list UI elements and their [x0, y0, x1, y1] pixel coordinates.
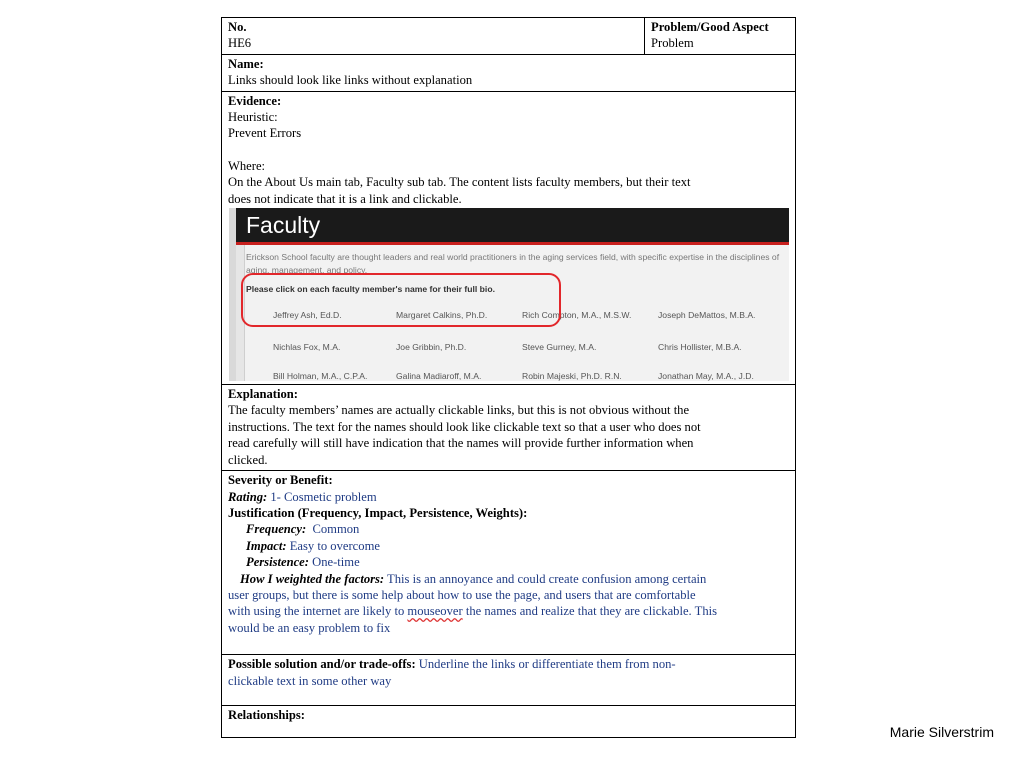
name-value: Links should look like links without explanation — [228, 73, 473, 88]
misspelled-word: mouseover — [407, 604, 463, 619]
explanation-row — [222, 385, 795, 471]
severity-row — [222, 471, 795, 655]
evidence-row — [222, 92, 795, 385]
faculty-name-link: Jonathan May, M.A., J.D. — [658, 371, 754, 382]
solution-line: clickable text in some other way — [228, 673, 392, 688]
explanation-line: The faculty members’ names are actually clickable links, but this is not obvious without the — [228, 403, 690, 418]
weight-text: This is an annoyance and could create confusion among certain — [384, 571, 707, 586]
faculty-name-link: Chris Hollister, M.B.A. — [658, 342, 742, 353]
solution-line — [228, 656, 789, 672]
name-label: Name: — [228, 56, 264, 71]
faculty-instruction: Please click on each faculty member's name for their full bio. — [246, 284, 495, 295]
severity-label: Severity or Benefit: — [228, 473, 333, 488]
impact-line — [228, 538, 789, 554]
frequency-label: Frequency: — [246, 522, 307, 537]
explanation-label: Explanation: — [228, 387, 298, 402]
number-cell — [222, 18, 645, 54]
faculty-name-link: Bill Holman, M.A., C.P.A. — [273, 371, 368, 382]
type-cell — [645, 18, 795, 54]
solution-label: Possible solution and/or trade-offs: — [228, 657, 416, 672]
faculty-name-link: Margaret Calkins, Ph.D. — [396, 310, 488, 321]
impact-value: Easy to overcome — [286, 538, 380, 553]
name-row — [222, 55, 795, 92]
faculty-name-link: Steve Gurney, M.A. — [522, 342, 597, 353]
faculty-name-link: Rich Compton, M.A., M.S.W. — [522, 310, 632, 321]
rating-line — [228, 489, 789, 505]
faculty-title-bar — [236, 208, 789, 245]
number-value: HE6 — [228, 36, 252, 51]
heuristic-value: Prevent Errors — [228, 126, 302, 141]
heuristic-evaluation-form — [221, 17, 796, 738]
solution-text: Underline the links or differentiate them from non- — [415, 657, 676, 672]
type-value: Problem — [651, 36, 694, 51]
frequency-line — [228, 521, 789, 537]
faculty-name-link: Joe Gribbin, Ph.D. — [396, 342, 467, 353]
author-caption: Marie Silverstrim — [889, 724, 994, 740]
explanation-line: read carefully will still have indication that the names will provide further information when — [228, 436, 694, 451]
faculty-name-link: Nichlas Fox, M.A. — [273, 342, 341, 353]
rating-value: 1- Cosmetic problem — [267, 489, 377, 504]
faculty-name-link: Robin Majeski, Ph.D. R.N. — [522, 371, 622, 382]
weight-line: user groups, but there is some help about how to use the page, and users that are comfortable — [228, 587, 696, 602]
persistence-value: One-time — [308, 555, 360, 570]
evidence-label: Evidence: — [228, 93, 282, 108]
heuristic-label: Heuristic: — [228, 110, 278, 125]
faculty-title: Faculty — [246, 212, 321, 239]
faculty-intro: Erickson School faculty are thought leaders and real world practitioners in the aging services field, with specific expertise in the disciplines of aging, management, and policy. — [246, 252, 780, 276]
where-line-2: does not indicate that it is a link and clickable. — [228, 191, 462, 206]
explanation-line: clicked. — [228, 452, 268, 467]
persistence-line — [228, 554, 789, 570]
highlight-annotation — [241, 273, 561, 327]
where-line-1: On the About Us main tab, Faculty sub tab. The content lists faculty members, but their text — [228, 175, 691, 190]
persistence-label: Persistence: — [246, 555, 309, 570]
explanation-line: instructions. The text for the names should look like clickable text so that a user who does not — [228, 419, 701, 434]
header-row — [222, 18, 795, 55]
faculty-name-link: Jeffrey Ash, Ed.D. — [273, 310, 342, 321]
faculty-name-link: Galina Madiaroff, M.A. — [396, 371, 482, 382]
frequency-value: Common — [306, 522, 360, 537]
relationships-label: Relationships: — [228, 707, 305, 722]
faculty-name-link: Joseph DeMattos, M.B.A. — [658, 310, 756, 321]
type-label: Problem/Good Aspect — [651, 20, 769, 34]
weight-line: would be an easy problem to fix — [228, 620, 391, 635]
weight-label: How I weighted the factors: — [240, 571, 385, 586]
number-label: No. — [228, 20, 247, 34]
relationships-row — [222, 706, 795, 737]
impact-label: Impact: — [246, 538, 287, 553]
rating-label: Rating: — [228, 489, 268, 504]
justification-label: Justification (Frequency, Impact, Persistence, Weights): — [228, 505, 528, 520]
faculty-page-screenshot — [229, 208, 789, 381]
where-label: Where: — [228, 158, 266, 173]
weight-line — [228, 571, 789, 587]
weight-line: with using the internet are likely to mouseover the names and realize that they are clickable. This — [228, 604, 718, 619]
solution-row — [222, 655, 795, 706]
